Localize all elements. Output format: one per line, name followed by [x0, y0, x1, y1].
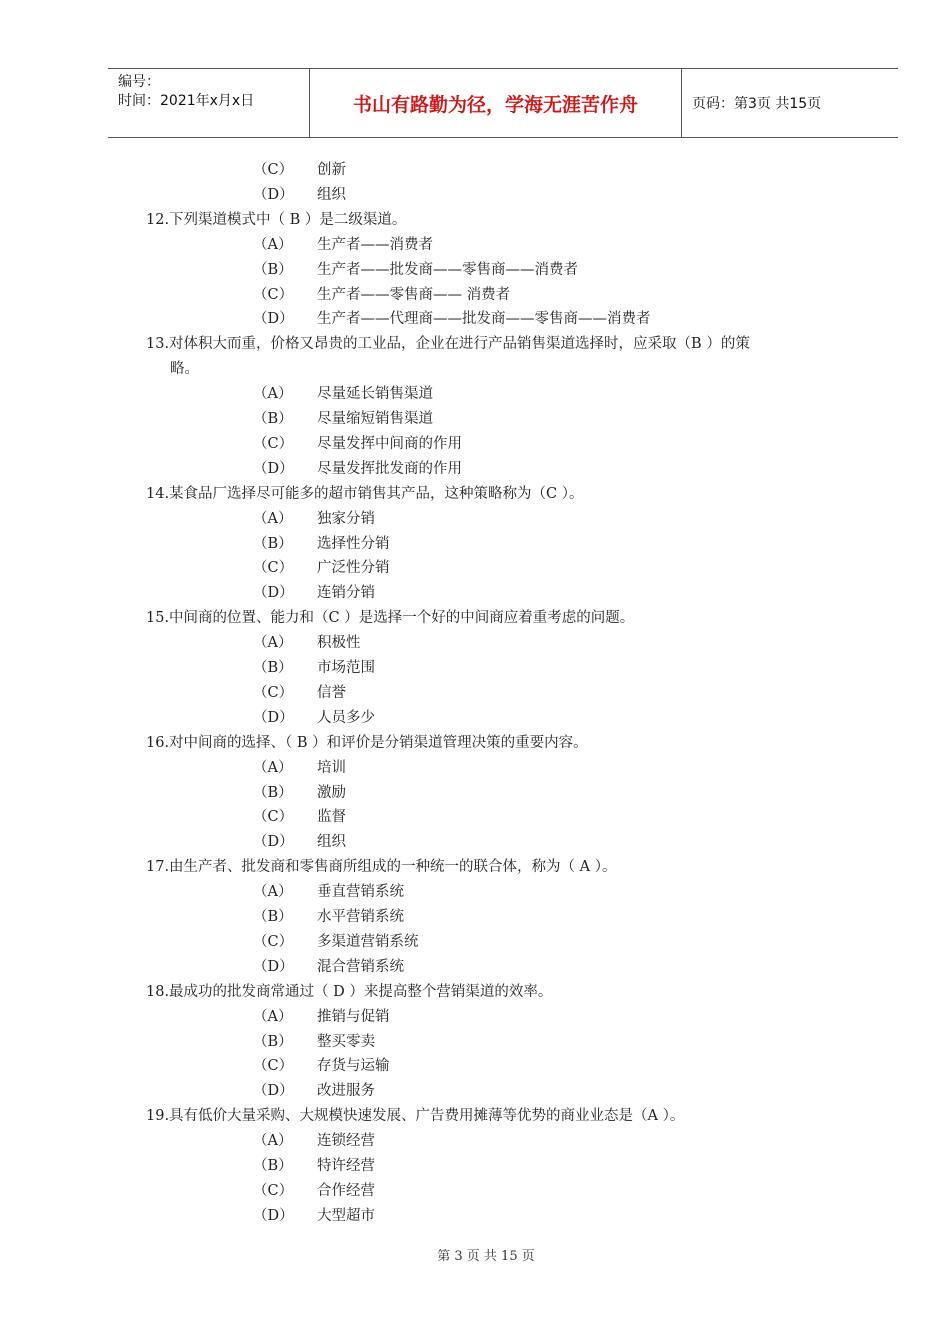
option-text: 信誉 [317, 684, 346, 701]
option-label: （A） [253, 759, 293, 776]
answer-option [253, 1179, 375, 1203]
option-label: （C） [253, 809, 294, 826]
time-label: 时间：2021年x月x日 [118, 93, 255, 109]
option-text: 生产者——代理商——批发商——零售商——消费者 [317, 311, 651, 328]
answer-option [253, 955, 404, 979]
answer-option [253, 183, 346, 207]
answer-option [253, 581, 375, 605]
code-label: 编号： [118, 74, 160, 90]
answer-option [253, 905, 404, 929]
answer-option [253, 507, 375, 531]
option-label: （A） [253, 1133, 293, 1150]
answer-option [253, 158, 346, 182]
option-text: 市场范围 [317, 660, 375, 676]
option-text: 特许经营 [317, 1158, 375, 1174]
answer-option [253, 283, 510, 307]
option-text: 垂直营销系统 [317, 884, 404, 901]
answer-option [253, 1204, 375, 1228]
option-label: （C） [253, 435, 294, 452]
option-label: （D） [253, 1207, 294, 1224]
option-label: （D） [253, 186, 294, 203]
page-footer: 第 3 页 共 15 页 [437, 1249, 535, 1264]
option-text: 组织 [317, 186, 346, 203]
option-label: （C） [253, 560, 294, 577]
answer-option [253, 781, 346, 805]
answer-option [253, 1005, 390, 1029]
option-text: 合作经营 [317, 1182, 375, 1199]
question-text: 13.对体积大而重，价格又昂贵的工业品，企业在进行产品销售渠道选择时，应采取（B ）的策 [146, 336, 750, 353]
answer-option [253, 1079, 375, 1103]
answer-option [253, 1030, 375, 1054]
option-label: （B） [253, 660, 293, 676]
header-motto: 书山有路勤为径，学海无涯苦作舟 [310, 69, 682, 137]
option-label: （A） [253, 1008, 293, 1025]
question-text: 19.具有低价大量采购、大规模快速发展、广告费用摊薄等优势的商业业态是（A ）。 [146, 1108, 685, 1125]
option-label: （C） [253, 684, 294, 701]
option-text: 连锁经营 [317, 1133, 375, 1150]
answer-option [253, 407, 433, 431]
option-label: （C） [253, 1182, 294, 1199]
question-text: 18.最成功的批发商常通过（ D ）来提高整个营销渠道的效率。 [146, 983, 553, 1000]
answer-option [253, 805, 346, 829]
answer-option [253, 706, 375, 730]
answer-option [253, 1054, 390, 1078]
question-text: 14.某食品厂选择尽可能多的超市销售其产品，这种策略称为（C ）。 [146, 485, 584, 502]
option-text: 存货与运输 [317, 1058, 390, 1075]
option-label: （D） [253, 1083, 294, 1100]
answer-option [253, 681, 346, 705]
answer-option [253, 1129, 375, 1153]
option-text: 生产者——消费者 [317, 236, 433, 253]
option-text: 多渠道营销系统 [317, 933, 419, 950]
answer-option [253, 880, 404, 904]
option-text: 改进服务 [317, 1083, 375, 1100]
option-label: （D） [253, 709, 294, 726]
option-text: 整买零卖 [317, 1033, 375, 1050]
option-text: 组织 [317, 834, 346, 851]
answer-option [253, 930, 419, 954]
answer-option [253, 830, 346, 854]
option-text: 连销分销 [317, 585, 375, 602]
option-text: 独家分销 [317, 510, 375, 527]
header-page-info: 页码：第3页 共15页 [692, 96, 822, 112]
question-continuation: 略。 [170, 361, 199, 378]
option-text: 生产者——零售商—— 消费者 [317, 286, 511, 303]
option-text: 混合营销系统 [317, 958, 404, 975]
option-label: （D） [253, 834, 294, 851]
option-label: （C） [253, 933, 294, 950]
option-label: （D） [253, 311, 294, 328]
option-text: 尽量延长销售渠道 [317, 386, 433, 403]
option-text: 创新 [317, 162, 346, 178]
answer-option [253, 233, 433, 257]
option-label: （A） [253, 510, 293, 527]
option-text: 积极性 [317, 635, 361, 652]
answer-option [253, 307, 651, 331]
option-text: 广泛性分销 [317, 560, 390, 577]
option-label: （B） [253, 1033, 293, 1050]
option-label: （A） [253, 884, 293, 901]
question-text: 15.中间商的位置、能力和（C ）是选择一个好的中间商应着重考虑的问题。 [146, 610, 635, 627]
option-label: （D） [253, 585, 294, 602]
option-label: （C） [253, 162, 294, 178]
option-label: （B） [253, 535, 293, 552]
answer-option [253, 556, 390, 580]
option-text: 推销与促销 [317, 1008, 390, 1025]
option-text: 尽量发挥批发商的作用 [317, 460, 462, 477]
answer-option [253, 631, 361, 655]
answer-option [253, 432, 462, 456]
option-text: 水平营销系统 [317, 909, 404, 925]
option-text: 尽量缩短销售渠道 [317, 411, 433, 427]
option-text: 大型超市 [317, 1207, 375, 1224]
option-label: （B） [253, 1158, 293, 1174]
question-text: 17.由生产者、批发商和零售商所组成的一种统一的联合体，称为（ A ）。 [146, 859, 617, 876]
option-label: （B） [253, 411, 293, 427]
option-label: （D） [253, 958, 294, 975]
question-text: 12.下列渠道模式中（ B ）是二级渠道。 [146, 211, 407, 228]
option-label: （A） [253, 236, 293, 253]
option-text: 激励 [317, 784, 346, 801]
option-label: （D） [253, 460, 294, 477]
option-label: （A） [253, 635, 293, 652]
answer-option [253, 756, 346, 780]
option-text: 选择性分销 [317, 535, 390, 552]
option-label: （C） [253, 286, 294, 303]
page-header [108, 68, 898, 138]
answer-option [253, 382, 433, 406]
option-text: 人员多少 [317, 709, 375, 726]
option-label: （C） [253, 1058, 294, 1075]
option-text: 监督 [317, 809, 346, 826]
option-text: 生产者——批发商——零售商——消费者 [317, 261, 578, 278]
option-label: （B） [253, 784, 293, 801]
header-meta-cell [108, 69, 310, 137]
answer-option [253, 1154, 375, 1178]
question-text: 16.对中间商的选择、（ B ）和评价是分销渠道管理决策的重要内容。 [146, 734, 588, 751]
option-label: （B） [253, 909, 293, 925]
answer-option [253, 656, 375, 680]
answer-option [253, 457, 462, 481]
option-text: 培训 [317, 759, 346, 776]
answer-option [253, 258, 578, 282]
answer-option [253, 532, 390, 556]
option-label: （B） [253, 261, 293, 278]
option-text: 尽量发挥中间商的作用 [317, 435, 462, 452]
option-label: （A） [253, 386, 293, 403]
